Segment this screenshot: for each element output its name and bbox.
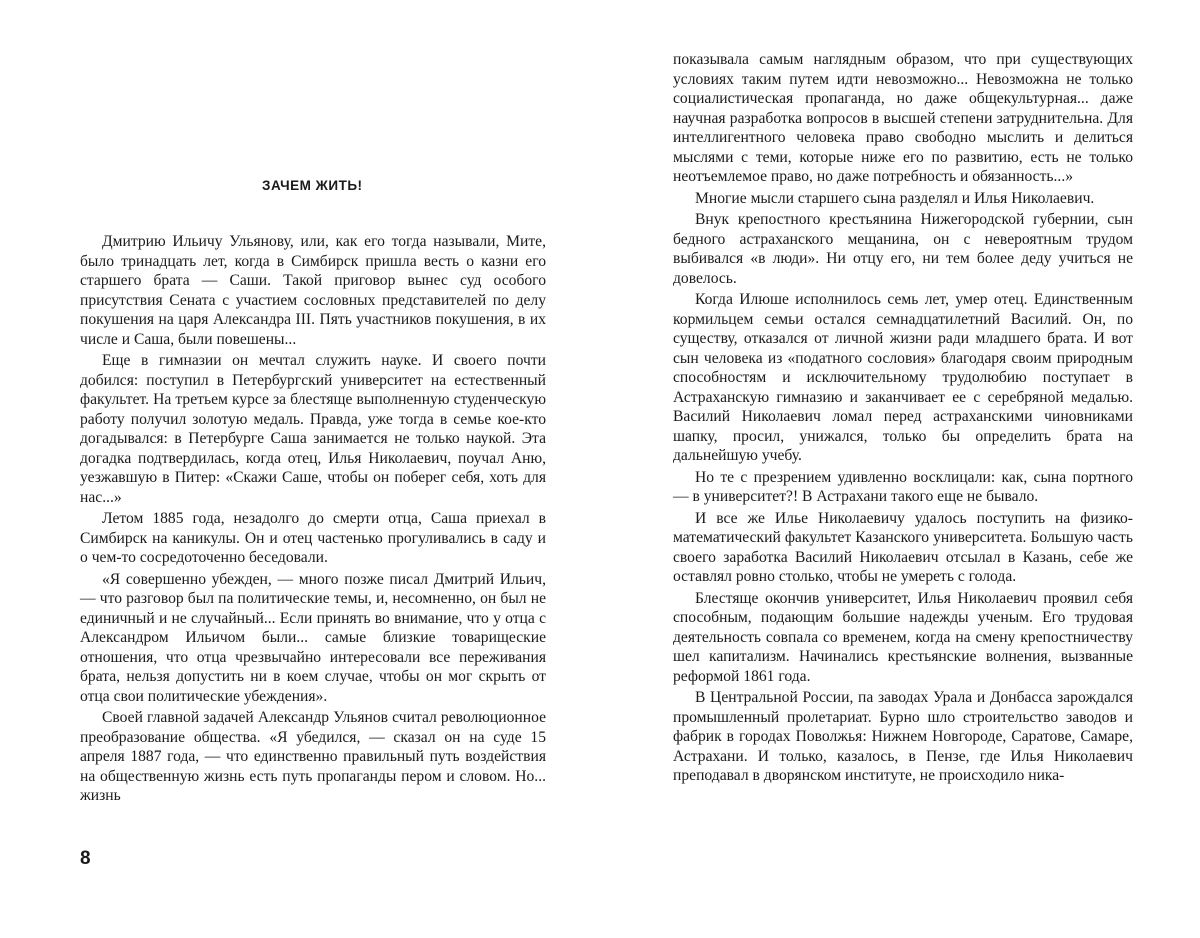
paragraph: И все же Илье Николаевичу удалось поступить на физико-математический факультет Казанского университета. Большую часть своего заработка Василий Николаевич отсылал в Казань, себе же оставлял ровно столько, чтобы не умереть с голода. xyxy=(673,509,1133,585)
paragraph: Когда Илюше исполнилось семь лет, умер отец. Единственным кормильцем семьи остался семнадцатилетний Василий. Он, по существу, отказался от личной жизни ради младшего брата. И вот сын человека из «податного сословия» благодаря своим природным способностям и исключительному трудолюбию поступает в Астраханскую гимназию и заканчивает ее с серебряной медалью. Василий Николаевич ломал перед астраханскими чиновниками шапку, просил, унижался, только бы определить брата на дальнейшую учебу. xyxy=(673,291,1133,464)
left-page-text xyxy=(80,232,546,806)
paragraph: Дмитрию Ильичу Ульянову, или, как его тогда называли, Мите, было тринадцать лет, когда в Симбирск пришла весть о казни его старшего брата — Саши. Такой приговор вынес суд особого присутствия Сената с участием сословных представителей по делу покушения на царя Александра III. Пять участников покушения, в их числе и Саша, были повешены... xyxy=(80,233,546,348)
right-page xyxy=(600,0,1200,938)
paragraph: Внук крепостного крестьянина Нижегородской губернии, сын бедного астраханского мещанина, он с невероятным трудом выбивался «в люди». Ни отцу его, ни тем более деду учиться не довелось. xyxy=(673,211,1133,287)
paragraph: Еще в гимназии он мечтал служить науке. И своего почти добился: поступил в Петербургский университет на естественный факультет. На третьем курсе за блестяще выполненную студенческую работу получил золотую медаль. Правда, уже тогда в семье кое-кто догадывался: в Петербурге Саша занимается не только наукой. Эта догадка подтвердилась, когда отец, Илья Николаевич, поучал Аню, уезжавшую в Питер: «Скажи Саше, чтобы он поберег себя, хоть для нас...» xyxy=(80,352,546,506)
chapter-heading: ЗАЧЕМ ЖИТЬ! xyxy=(262,178,363,193)
right-page-text xyxy=(673,50,1133,786)
page-number: 8 xyxy=(80,848,91,869)
paragraph: Но те с презрением удивленно восклицали: как, сына портного — в университет?! В Астрахани такого еще не бывало. xyxy=(673,468,1133,505)
paragraph: Своей главной задачей Александр Ульянов считал революционное преобразование общества. «Я убедился, — сказал он на суде 15 апреля 1887 года, — что единственно правильный путь воздействия на общественную жизнь есть путь пропаганды пером и словом. Но... жизнь xyxy=(80,709,546,804)
paragraph: «Я совершенно убежден, — много позже писал Дмитрий Ильич, — что разговор был па политические темы, и, несомненно, он был не единичный и не случайный... Если принять во внимание, что у отца с Александром Ильичом были... самые близкие товарищеские отношения, что отца чрезвычайно интересовали все переживания брата, нельзя допустить ни в коем случае, чтобы он мог скрыть от отца свои политические убеждения». xyxy=(80,570,546,705)
paragraph: В Центральной России, па заводах Урала и Донбасса зарождался промышленный пролетариат. Бурно шло строительство заводов и фабрик в городах Поволжья: Нижнем Новгороде, Саратове, Самаре, Астрахани. И только, казалось, в Пензе, где Илья Николаевич преподавал в дворянском институте, не происходило ника- xyxy=(673,689,1133,784)
paragraph: Многие мысли старшего сына разделял и Илья Николаевич. xyxy=(695,189,1095,207)
paragraph: Летом 1885 года, незадолго до смерти отца, Саша приехал в Симбирск на каникулы. Он и отец частенько прогуливались в саду и о чем-то сосредоточенно беседовали. xyxy=(80,510,546,566)
paragraph: Блестяще окончив университет, Илья Николаевич проявил себя способным, подающим большие надежды ученым. Его трудовая деятельность совпала со временем, когда на смену крепостничеству шел капитализм. Начинались крестьянские волнения, вызванные реформой 1861 года. xyxy=(673,589,1133,685)
paragraph-continued: показывала самым наглядным образом, что при существующих условиях таким путем идти невозможно... Невозможна не только социалистическая пропаганда, но даже общекультурная... даже научная разработка вопросов в высшей степени затруднительна. Для интеллигентного человека право свободно мыслить и делиться мыслями с теми, которые ниже его по развитию, есть не только неотъемлемое право, но даже потребность и обязанность...» xyxy=(673,51,1133,185)
